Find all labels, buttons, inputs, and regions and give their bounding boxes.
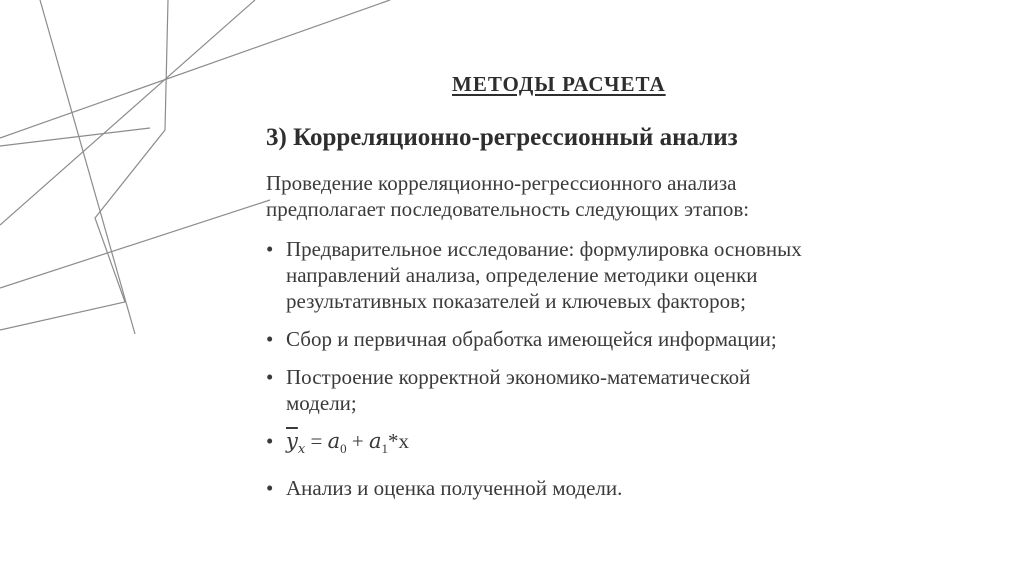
list-item-line: модели; — [286, 391, 357, 415]
list-item-line: Сбор и первичная обработка имеющейся информации; — [286, 327, 777, 351]
list-item-line: Анализ и оценка полученной модели. — [286, 476, 623, 501]
regression-formula — [286, 428, 409, 463]
list-item-line: результативных показателей и ключевых факторов; — [286, 289, 746, 313]
list-item — [266, 364, 926, 416]
intro-line: предполагает последовательность следующих этапов: — [266, 197, 750, 221]
list-item-line: направлений анализа, определение методики оценки — [286, 263, 758, 287]
list-item-formula — [266, 428, 926, 463]
formula-a0-sub: 0 — [340, 441, 347, 457]
formula-tail: *x — [387, 429, 409, 453]
list-item-line: Построение корректной экономико-математической — [286, 365, 751, 389]
section-heading: 3) Корреляционно-регрессионный анализ — [266, 124, 738, 151]
intro-line: Проведение корреляционно-регрессионного анализа — [266, 171, 737, 195]
bullet: • — [266, 476, 274, 501]
bullet: • — [266, 237, 274, 261]
intro-paragraph — [266, 170, 906, 222]
formula-y-sub: x — [297, 442, 306, 458]
list-item-line: Предварительное исследование: формулировка основных — [286, 237, 802, 261]
bullet: • — [266, 327, 274, 351]
formula-a0: a — [327, 429, 341, 453]
slide-title: МЕТОДЫ РАСЧЕТА — [452, 72, 666, 96]
bullet: • — [266, 429, 274, 453]
formula-plus: + — [346, 429, 369, 453]
formula-y: $\overline{y}$ — [286, 429, 298, 453]
stages-list — [266, 236, 926, 513]
formula-equals: = — [305, 429, 328, 453]
bullet: • — [266, 365, 274, 389]
list-item — [266, 236, 926, 314]
list-item — [266, 475, 926, 501]
formula-a1: a — [368, 429, 382, 453]
list-item — [266, 326, 926, 352]
formula-a1-sub: 1 — [381, 441, 388, 457]
